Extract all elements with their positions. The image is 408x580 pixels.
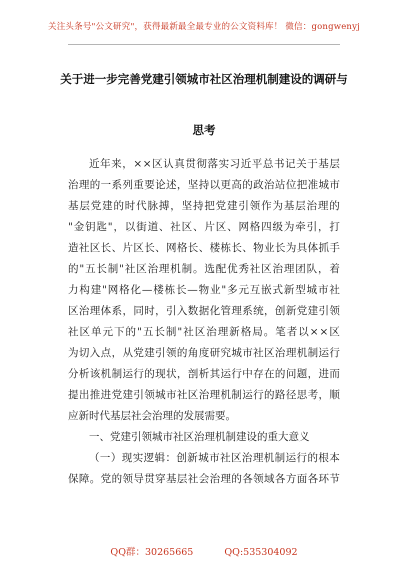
body-line: （ 一 ） 现 实 逻 辑 ： 创 新 城 市 社 区 治 理 机 制 运 行 的 根 本 [89, 452, 340, 464]
body-line: 的 " 五 长 制 " 社 区 治 理 机 制 。 选 配 优 秀 社 区 治 理 团 队 ， 着 [68, 263, 340, 275]
header-banner: 关注头条号"公文研究"，获得最新最全最专业的公文资料库！ 微信：gongwenyj [48, 22, 360, 32]
body-line: 区 治 理 体 系 ， 同 时 ， 引 入 数 据 化 管 理 系 统 ， 创 新 党 建 引 领 [68, 305, 340, 317]
footer-contact [0, 544, 408, 558]
intro-paragraph [68, 154, 340, 427]
body-line: 近 年 来 ， × × 区 认 真 贯 彻 落 实 习 近 平 总 书 记 关 于 基 层 [89, 158, 340, 170]
subsection-paragraph [68, 448, 340, 490]
body-line: " 金 钥 匙 " ， 以 街 道 、 社 区 、 片 区 、 网 格 四 级 为 牵 引 ， 打 [68, 221, 340, 233]
section-heading-text: 一、党建引领城市社区治理机制建设的重大意义 [89, 431, 310, 443]
body-line: 造 社 区 长 、 片 区 长 、 网 格 长 、 楼 栋 长 、 物 业 长 为 具 体 抓 手 [68, 242, 340, 254]
footer-qq-group: QQ群：30265665 [110, 547, 194, 558]
body-line: 基 层 党 建 的 时 代 脉 搏 ， 坚 持 把 党 建 引 领 作 为 基 层 治 理 的 [68, 200, 340, 212]
body-line: 应新时代基层社会治理的发展需要。 [68, 410, 236, 422]
body-line: 力 构 建 " 网 格 化 — 楼 栋 长 — 物 业 " 多 元 互 嵌 式 新 型 城 市 社 [68, 284, 340, 296]
document-title-line-2: 思考 [192, 123, 216, 137]
body-line: 为 切 入 点 ， 从 党 建 引 领 的 角 度 研 究 城 市 社 区 治 理 机 制 运 行 [68, 347, 340, 359]
document-title-line-1: 关于进一步完善党建引领城市社区治理机制建设的调研与 [60, 72, 348, 86]
header-divider [68, 44, 340, 45]
body-line: 社 区 单 元 下 的 " 五 长 制 " 社 区 治 理 新 格 局 。 笔 者 以 × × 区 [68, 326, 340, 338]
footer-qq: QQ:535304092 [224, 547, 298, 558]
body-line: 治 理 的 一 系 列 重 要 论 述 ， 坚 持 以 更 高 的 政 治 站 位 把 准 城 市 [68, 179, 340, 191]
section-heading [68, 427, 340, 448]
body-line: 提 出 推 进 党 建 引 领 城 市 社 区 治 理 机 制 运 行 的 路 径 思 考 ， 顺 [68, 389, 340, 401]
body-line: 分 析 该 机 制 运 行 的 现 状 ， 剖 析 其 运 行 中 存 在 的 问 题 ， 进 而 [68, 368, 340, 380]
body-line: 保 障 。 党 的 领 导 贯 穿 基 层 社 会 治 理 的 各 领 域 各 方 面 各 环 节 [68, 473, 340, 485]
